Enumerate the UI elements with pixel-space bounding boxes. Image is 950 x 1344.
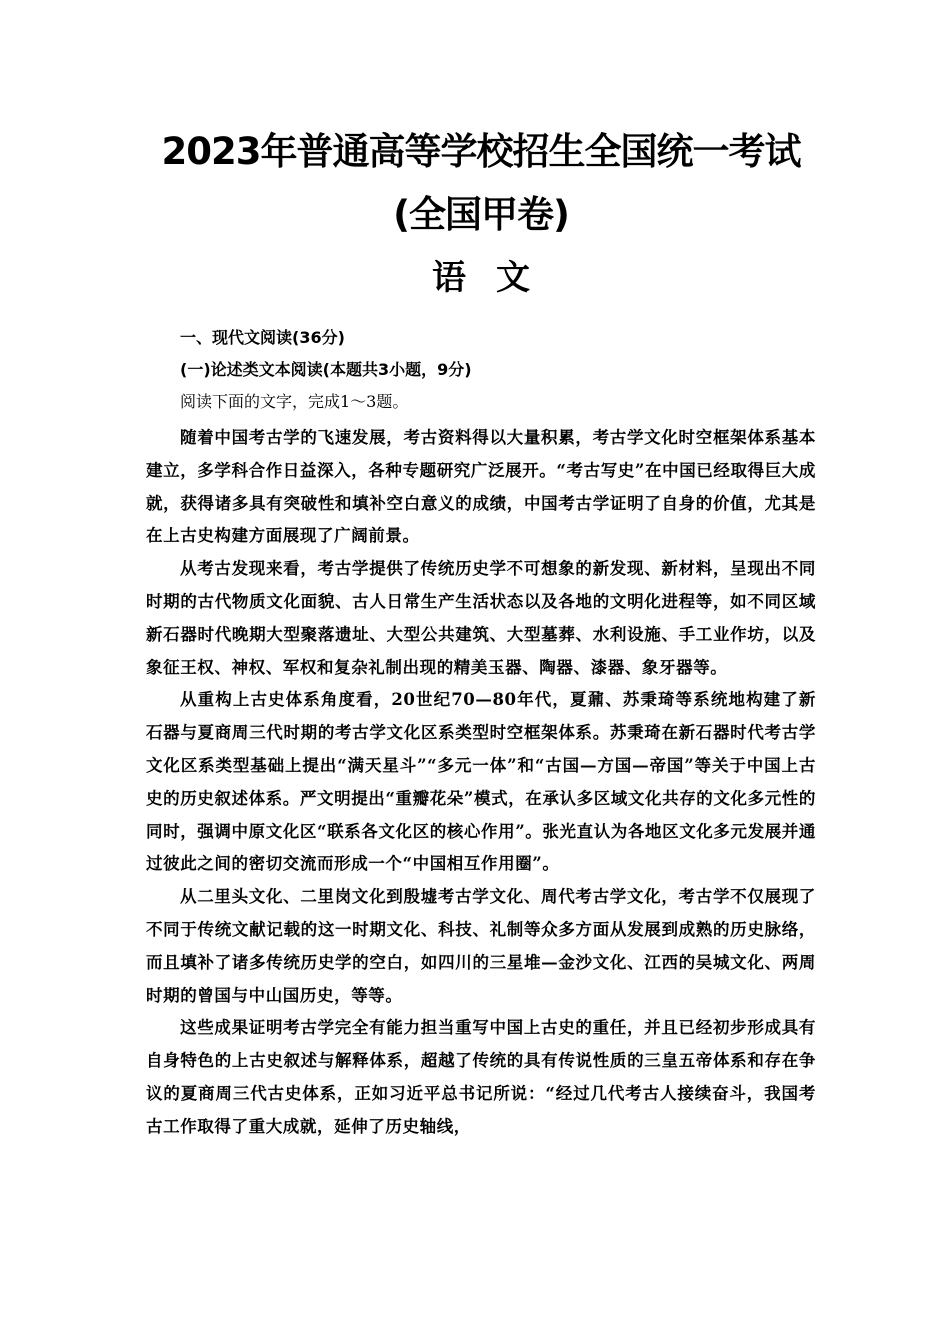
passage-paragraph-4: 从二里头文化、二里岗文化到殷墟考古学文化、周代考古学文化，考古学不仅展现了不同于传统文献记载的这一时期文化、科技、礼制等众多方面从发展到成熟的历史脉络，而且填补了诸多传统历史学的空白，如四川的三星堆—金沙文化、江西的吴城文化、两周时期的曾国与中山国历史，等等。 <box>146 887 816 1005</box>
section-heading: 一、现代文阅读(36分) <box>180 328 345 347</box>
exam-page <box>146 0 816 1144</box>
exam-title: 2023年普通高等学校招生全国统一考试(全国甲卷) <box>161 130 801 236</box>
passage-paragraph-1: 随着中国考古学的飞速发展，考古资料得以大量积累，考古学文化时空框架体系基本建立，多学科合作日益深入，各种专题研究广泛展开。“考古写史”在中国已经取得巨大成就，获得诸多具有突破性和填补空白意义的成绩，中国考古学证明了自身的价值，尤其是在上古史构建方面展现了广阔前景。 <box>146 428 816 546</box>
passage-paragraph-2: 从考古发现来看，考古学提供了传统历史学不可想象的新发现、新材料，呈现出不同时期的古代物质文化面貌、古人日常生产生活状态以及各地的文明化进程等，如不同区域新石器时代晚期大型聚落遗址、大型公共建筑、大型墓葬、水利设施、手工业作坊，以及象征王权、神权、军权和复杂礼制出现的精美玉器、陶器、漆器、象牙器等。 <box>146 559 816 677</box>
subject-title: 语文 <box>432 258 560 298</box>
passage-paragraph-3: 从重构上古史体系角度看，20世纪70—80年代，夏鼐、苏秉琦等系统地构建了新石器与夏商周三代时期的考古学文化区系类型时空框架体系。苏秉琦在新石器时代考古学文化区系类型基础上提出“满天星斗”“多元一体”和“古国—方国—帝国”等关于中国上古史的历史叙述体系。严文明提出“重瓣花朵”模式，在承认多区域文化共存的文化多元性的同时，强调中原文化区“联系各文化区的核心作用”。张光直认为各地区文化多元发展并通过彼此之间的密切交流而形成一个“中国相互作用圈”。 <box>146 690 816 874</box>
reading-instruction: 阅读下面的文字，完成1～3题。 <box>180 392 409 411</box>
subsection-heading: (一)论述类文本阅读(本题共3小题，9分) <box>180 360 472 379</box>
passage-body <box>146 422 816 1144</box>
passage-paragraph-5: 这些成果证明考古学完全有能力担当重写中国上古史的重任，并且已经初步形成具有自身特色的上古史叙述与解释体系，超越了传统的具有传说性质的三皇五帝体系和存在争议的夏商周三代古史体系，正如习近平总书记所说：“经过几代考古人接续奋斗，我国考古工作取得了重大成就，延伸了历史轴线， <box>146 1018 816 1136</box>
